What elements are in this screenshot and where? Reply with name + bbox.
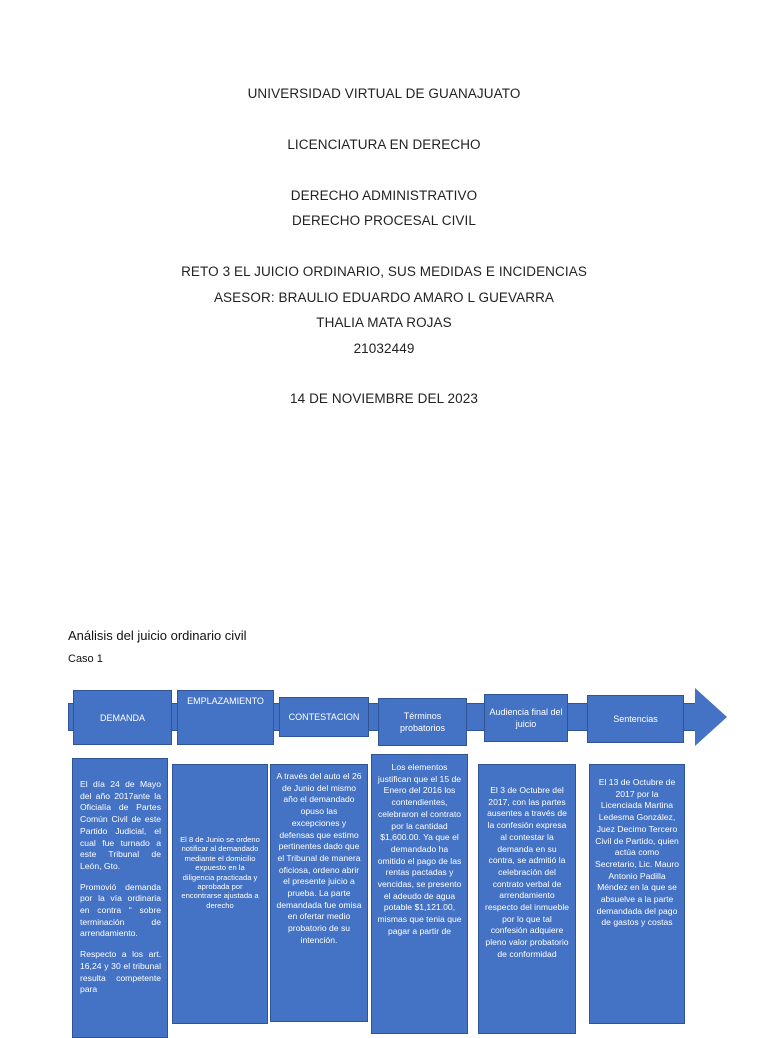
stage-terminos-probatorios: Términos probatorios xyxy=(378,698,467,746)
advisor-name: ASESOR: BRAULIO EDUARDO AMARO L GUEVARRA xyxy=(213,290,555,305)
detail-audiencia-final xyxy=(478,764,576,1034)
demanda-paragraph: El día 24 de Mayo del año 2017ante la Oficialía de Partes Común Civil de este Partido Judicial, el cual fue turnado a este Tribunal de León, Gto. xyxy=(80,779,161,871)
terminos-paragraph: Los elementos justifican que el 15 de Enero del 2016 los contendientes, celebraron el contrato por la cantidad $1,600.00. Ya que el demandado ha omitido el pago de las rentas pactadas y vencidas, se presento el adeudo de agua potable $1,121.00, mismas que tenia que pagar a partir de xyxy=(377,762,462,936)
detail-contestacion xyxy=(270,764,368,1022)
detail-sentencias xyxy=(589,764,685,1024)
detail-demanda xyxy=(72,758,168,1038)
timeline-arrowhead xyxy=(695,688,727,746)
stage-sentencias: Sentencias xyxy=(587,695,684,743)
stage-emplazamiento: EMPLAZAMIENTO xyxy=(177,690,274,745)
stage-audiencia-final: Audiencia final del juicio xyxy=(484,694,568,742)
detail-terminos-probatorios xyxy=(371,754,468,1034)
subject-administrative: DERECHO ADMINISTRATIVO xyxy=(290,188,478,203)
case-label: Caso 1 xyxy=(68,653,103,665)
degree-name: LICENCIATURA EN DERECHO xyxy=(287,137,481,152)
analysis-title: Análisis del juicio ordinario civil xyxy=(68,628,247,643)
stage-demanda: DEMANDA xyxy=(73,690,172,745)
student-id: 21032449 xyxy=(353,341,415,356)
student-name: THALIA MATA ROJAS xyxy=(316,315,452,330)
subject-civil-procedure: DERECHO PROCESAL CIVIL xyxy=(292,213,476,228)
audiencia-paragraph: El 3 de Octubre del 2017, con las partes ausentes a través de la confesión expresa al contestar la demanda en su contra, se admitió la celebración del contrato verbal de arrendamiento respecto del inmueble por lo que tal confesión adquiere pleno valor probatorio de conformidad xyxy=(484,785,570,959)
detail-emplazamiento xyxy=(172,764,268,1024)
emplazamiento-paragraph: El 8 de Junio se ordeno notificar al demandado mediante el domicilio expuesto en la diligencia practicada y aprobada por encontrarse ajustada a derecho xyxy=(180,835,260,910)
sentencias-paragraph: El 13 de Octubre de 2017 por la Licenciada Martina Ledesma González, Juez Decimo Tercero Civil de Partido, quien actúa como Secretario, Lic. Mauro Antonio Padilla Méndez en la que se absuelve a la parte demandada del pago de gastos y costas xyxy=(594,777,680,928)
stage-contestacion: CONTESTACION xyxy=(279,697,369,737)
assignment-title: RETO 3 EL JUICIO ORDINARIO, SUS MEDIDAS E INCIDENCIAS xyxy=(181,264,587,279)
contestacion-paragraph: A través del auto el 26 de Junio del mismo año el demandado opuso las excepciones y defensas que estimo pertinentes dado que el Tribunal de manera oficiosa, ordeno abrir el presente juicio a prueba. La parte demandada fue omisa en ofertar medio probatorio de su intención. xyxy=(276,771,362,945)
demanda-paragraph: Respecto a los art. 16,24 y 30 el tribunal resulta competente para xyxy=(80,949,161,995)
university-name: UNIVERSIDAD VIRTUAL DE GUANAJUATO xyxy=(247,86,521,101)
document-date: 14 DE NOVIEMBRE DEL 2023 xyxy=(290,391,478,406)
demanda-paragraph: Promovió demanda por la vía ordinaria en contra “ sobre terminación de arrendamiento. xyxy=(80,881,161,939)
